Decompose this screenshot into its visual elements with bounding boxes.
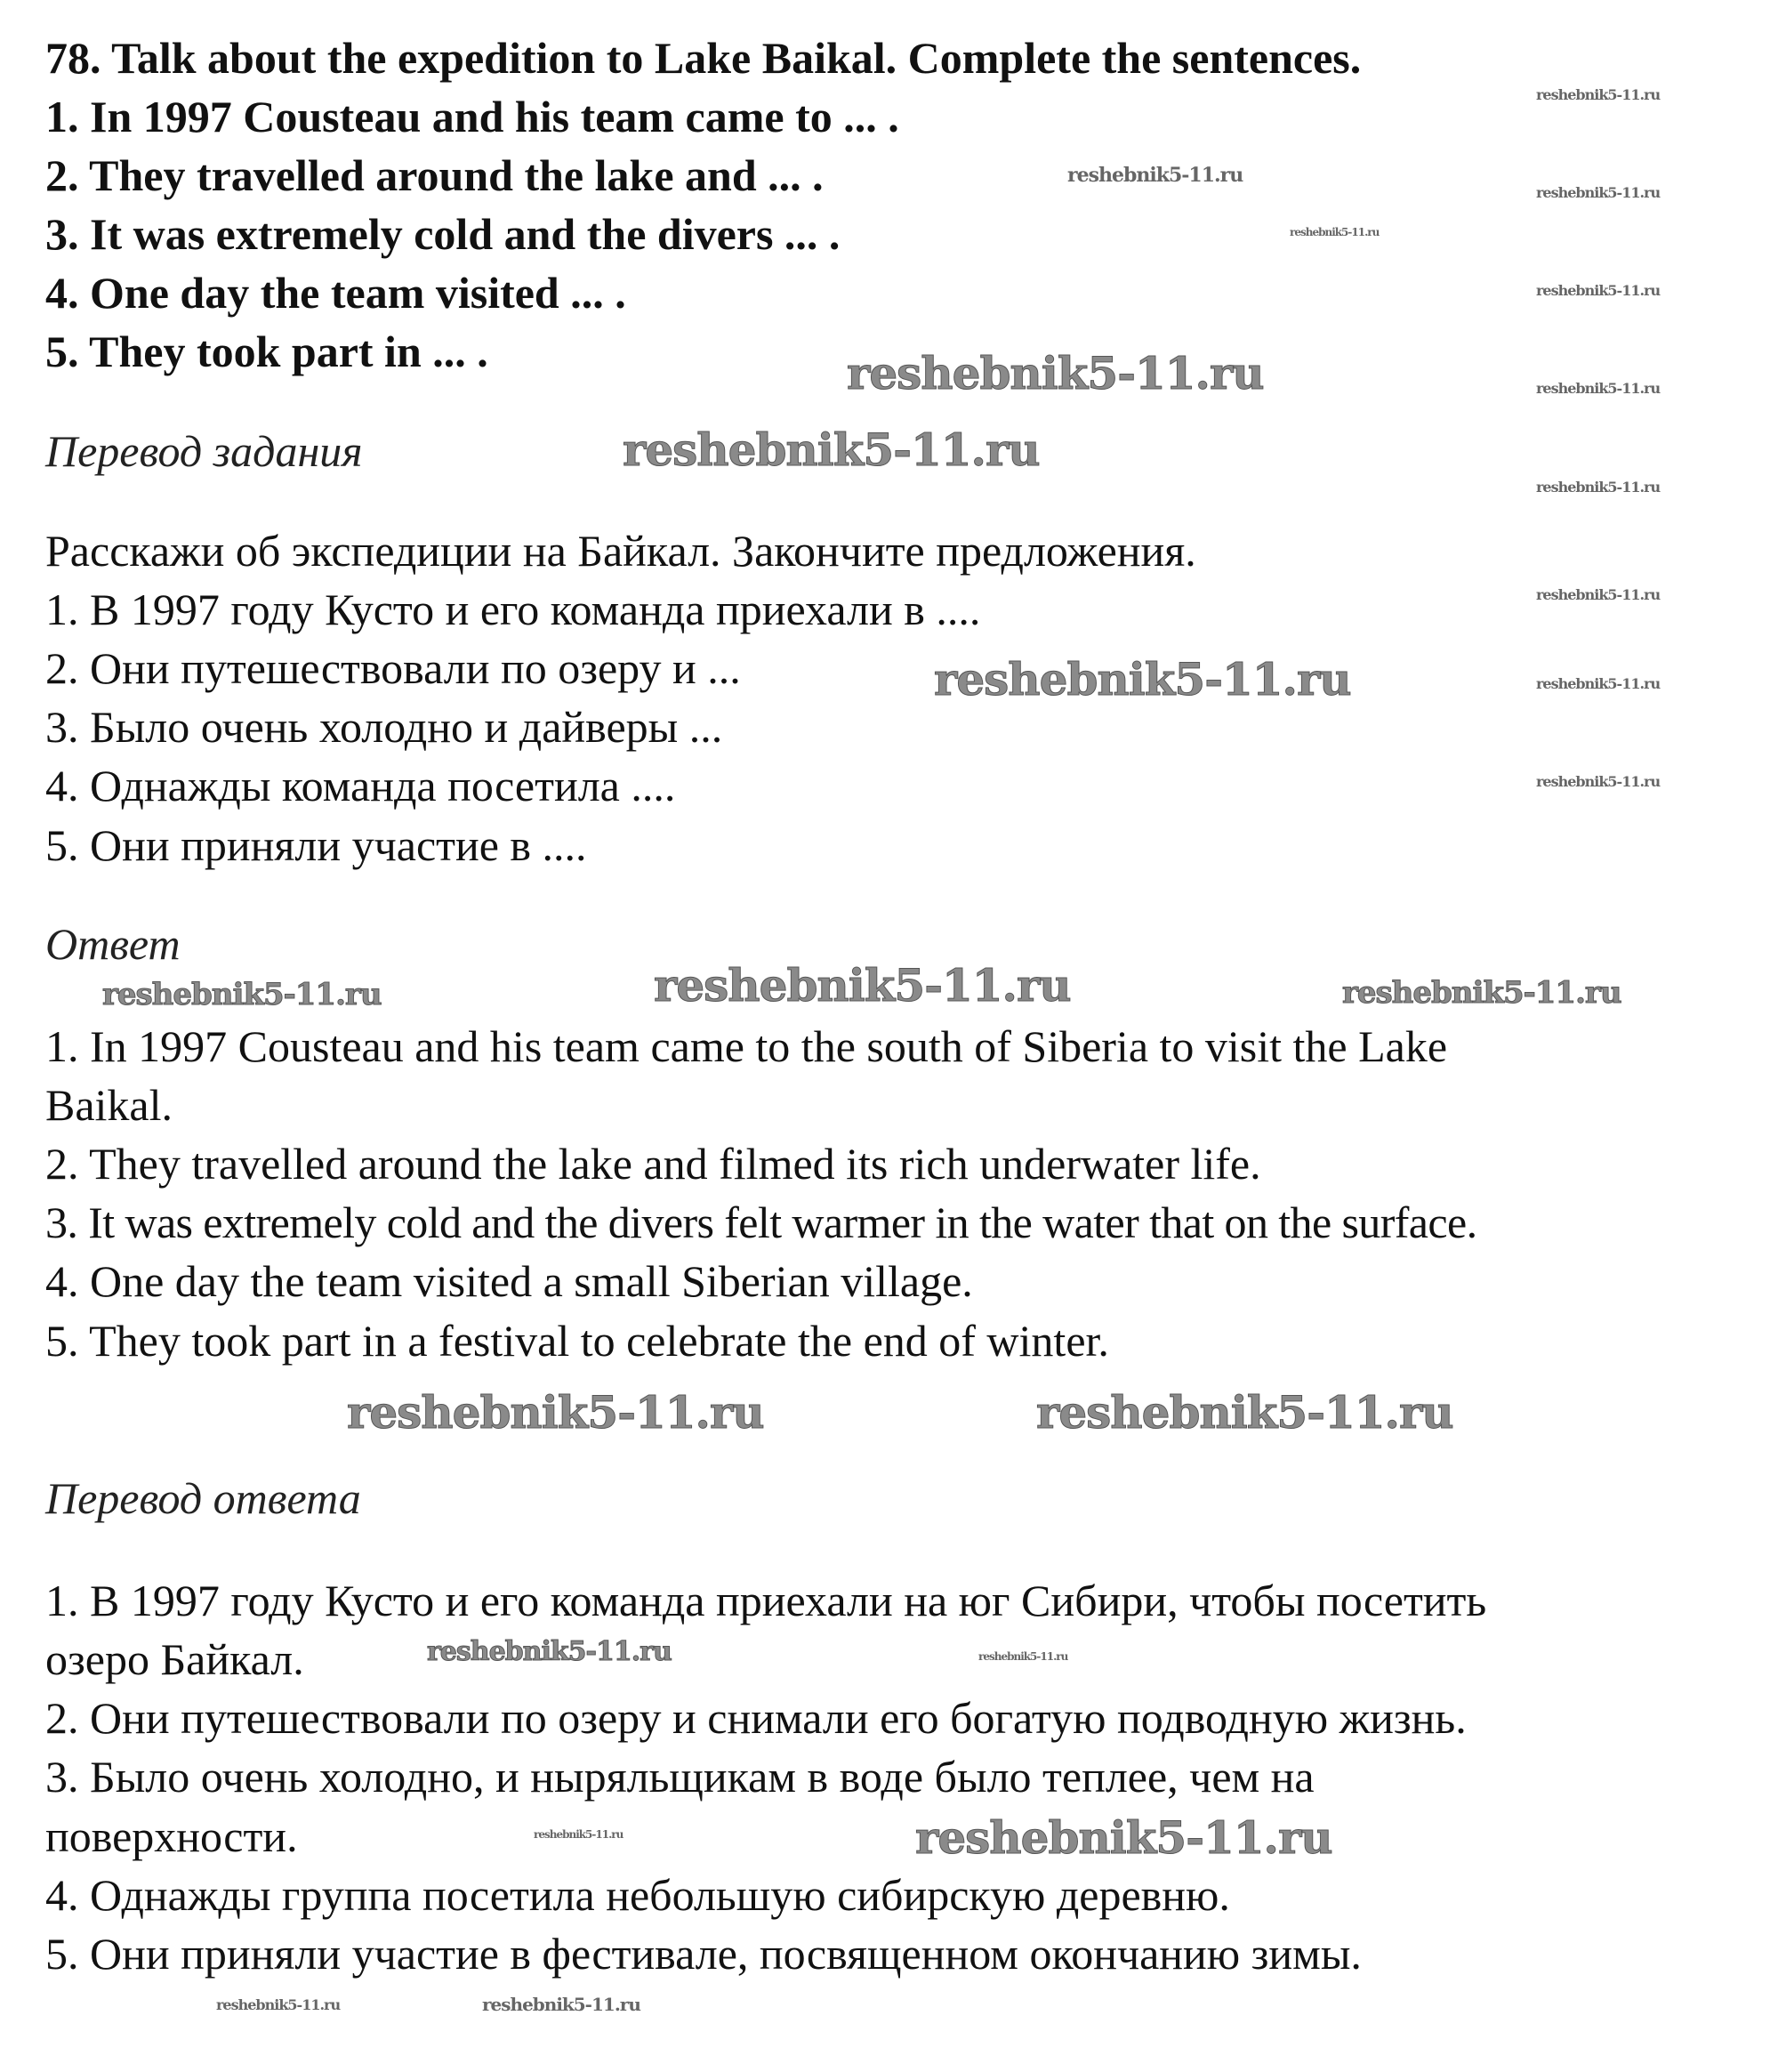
answer-translation-line: 4. Однажды группа посетила небольшую сибирскую деревню. <box>45 1870 1230 1920</box>
task-translation-item: 4. Однажды команда посетила .... <box>45 761 676 810</box>
watermark: reshebnik5-11.ru <box>534 1828 624 1841</box>
watermark: reshebnik5-11.ru <box>1036 1386 1453 1439</box>
watermark: reshebnik5-11.ru <box>1342 975 1621 1011</box>
watermark: reshebnik5-11.ru <box>482 1994 640 2015</box>
watermark: reshebnik5-11.ru <box>978 1650 1068 1663</box>
watermark: reshebnik5-11.ru <box>1536 479 1661 496</box>
task-translation-item: 1. В 1997 году Кусто и его команда приехали в .... <box>45 585 981 634</box>
task-item: 3. It was extremely cold and the divers ... . <box>45 209 841 259</box>
answer-line: 4. One day the team visited a small Siberian village. <box>45 1256 973 1306</box>
watermark: reshebnik5-11.ru <box>1536 773 1661 790</box>
watermark: reshebnik5-11.ru <box>915 1811 1332 1864</box>
answer-line: Baikal. <box>45 1080 173 1130</box>
answer-line: 3. It was extremely cold and the divers felt warmer in the water that on the surface. <box>45 1197 1477 1247</box>
task-translation-item: 3. Было очень холодно и дайверы ... <box>45 702 723 752</box>
watermark: reshebnik5-11.ru <box>102 977 382 1012</box>
task-item: 1. In 1997 Cousteau and his team came to ... . <box>45 92 899 141</box>
answer-translation-line: 2. Они путешествовали по озеру и снимали его богатую подводную жизнь. <box>45 1693 1467 1743</box>
task-translation-intro: Расскажи об экспедиции на Байкал. Закончите предложения. <box>45 526 1196 576</box>
task-item: 2. They travelled around the lake and ... . <box>45 150 824 200</box>
watermark: reshebnik5-11.ru <box>934 653 1351 705</box>
answer-translation-line: поверхности. <box>45 1811 298 1861</box>
watermark: reshebnik5-11.ru <box>847 347 1264 399</box>
section-heading-answer-translation: Перевод ответа <box>45 1473 361 1523</box>
answer-line: 5. They took part in a festival to celebrate the end of winter. <box>45 1316 1109 1366</box>
watermark: reshebnik5-11.ru <box>1536 380 1661 397</box>
watermark: reshebnik5-11.ru <box>1536 86 1661 103</box>
answer-line: 1. In 1997 Cousteau and his team came to the south of Siberia to visit the Lake <box>45 1021 1448 1071</box>
section-heading-answer: Ответ <box>45 919 181 969</box>
answer-translation-line: 3. Было очень холодно, и ныряльщикам в воде было теплее, чем на <box>45 1752 1315 1802</box>
watermark: reshebnik5-11.ru <box>1536 282 1661 299</box>
answer-translation-line: 1. В 1997 году Кусто и его команда приехали на юг Сибири, чтобы посетить <box>45 1576 1487 1625</box>
watermark: reshebnik5-11.ru <box>1536 675 1661 692</box>
task-item: 5. They took part in ... . <box>45 327 488 376</box>
watermark: reshebnik5-11.ru <box>427 1636 672 1667</box>
watermark: reshebnik5-11.ru <box>347 1386 764 1439</box>
answer-line: 2. They travelled around the lake and filmed its rich underwater life. <box>45 1139 1261 1189</box>
answer-translation-line: 5. Они приняли участие в фестивале, посвященном окончанию зимы. <box>45 1929 1362 1979</box>
task-translation-item: 5. Они приняли участие в .... <box>45 820 587 870</box>
watermark: reshebnik5-11.ru <box>1290 226 1380 238</box>
watermark: reshebnik5-11.ru <box>1536 586 1661 603</box>
watermark: reshebnik5-11.ru <box>623 423 1040 476</box>
task-title: 78. Talk about the expedition to Lake Baikal. Complete the sentences. <box>45 33 1362 83</box>
watermark: reshebnik5-11.ru <box>1536 184 1661 201</box>
watermark: reshebnik5-11.ru <box>654 959 1071 1012</box>
answer-translation-line: озеро Байкал. <box>45 1634 304 1684</box>
watermark: reshebnik5-11.ru <box>1067 164 1243 187</box>
section-heading-task-translation: Перевод задания <box>45 426 363 476</box>
task-item: 4. One day the team visited ... . <box>45 268 626 318</box>
task-translation-item: 2. Они путешествовали по озеру и ... <box>45 643 741 693</box>
watermark: reshebnik5-11.ru <box>216 1996 341 2013</box>
